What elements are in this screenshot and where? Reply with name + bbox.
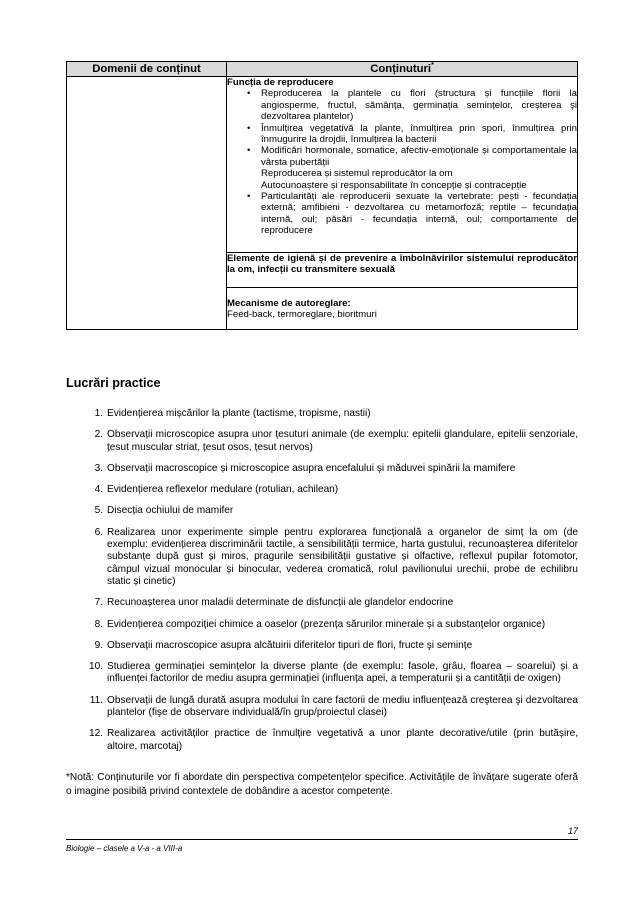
- item-text: Realizarea unor experimente simple pentru explorarea funcțională a organelor de simț la om (de exemplu: evidențierea discriminării tactile, a sensibilității termice, harta gustului, recunoașterea diferitelor substanțe după gust și miros, pragurile sensibilității gustative și olfactive, reflexul pupilar fotomotor, câmpul vizual monocular și binocular, vederea cromatică, rolul pavilionului urechii, probe de echilibru static și cinetic): [107, 526, 578, 587]
- section-title: Funcția de reproducere: [227, 77, 334, 88]
- footer-divider: [66, 839, 578, 840]
- section-body: Feed-back, termoreglare, bioritmuri: [227, 309, 377, 321]
- list-item: [66, 484, 578, 496]
- item-number: 6.: [94, 526, 103, 538]
- list-item: [66, 661, 578, 686]
- table-row: [67, 77, 578, 253]
- item-text: Evidențierea mișcărilor la plante (tactisme, tropisme, nastii): [107, 408, 371, 419]
- list-item: [66, 429, 578, 454]
- list-item: [66, 408, 578, 420]
- list-item: [66, 640, 578, 652]
- item-text: Observații microscopice asupra unor țesuturi animale (de exemplu: epitelii glandulare, epitelii senzoriale, țesut muscular striat, țesut osos, țesut nervos): [107, 429, 578, 453]
- bullet-item: [227, 123, 577, 146]
- bullet-item: [227, 191, 577, 237]
- item-number: 8.: [94, 618, 103, 630]
- item-number: 7.: [94, 597, 103, 609]
- bullet-dot-icon: •: [247, 145, 251, 157]
- footer-text: Biologie – clasele a V-a - a VIII-a: [66, 844, 183, 853]
- bullet-text: Particularități ale reproducerii sexuate la vertebrate: pești - fecundația externă; amfibieni - dezvoltarea cu metamorfoză; reptile – fecundația internă, oul; păsări - fecundația internă, oul; comportamente de reproducere: [261, 191, 577, 237]
- bullet-item: [227, 145, 577, 168]
- bullet-dot-icon: •: [247, 191, 251, 203]
- section-title: Mecanisme de autoreglare:: [227, 298, 351, 309]
- item-text: Observații macroscopice și microscopice asupra encefalului și măduvei spinării la mamifere: [107, 462, 516, 474]
- item-number: 9.: [94, 639, 103, 651]
- list-item: [66, 695, 578, 720]
- item-number: 3.: [94, 462, 103, 474]
- item-text: Disecția ochiului de mamifer: [107, 505, 234, 517]
- bullet-text: Modificări hormonale, somatice, afectiv-emoționale și comportamentale la vârsta pubertății: [261, 145, 577, 168]
- section-hygiene: [227, 253, 578, 288]
- practical-title: Lucrări practice: [66, 376, 161, 390]
- item-number: 10.: [88, 661, 103, 673]
- list-item: [66, 597, 578, 609]
- list-item: [66, 463, 578, 475]
- list-item: [66, 505, 578, 517]
- bullet-text: Reproducerea la plantele cu flori (structura și funcțiile florii la angiosperme, fructul, sămânța, germinația semințelor, creșterea și dezvoltarea plantelor): [261, 88, 577, 123]
- bullet-text: Înmulțirea vegetativă la plante, înmulțirea prin spori, înmulțirea prin înmugurire la drojdii, înmulțirea la bacterii: [261, 122, 577, 146]
- item-text: Evidențierea compoziției chimice a oaselor (prezența sărurilor minerale și a substanțelor organice): [107, 618, 546, 630]
- list-item: [66, 527, 578, 588]
- header-domains: Domenii de conținut: [67, 62, 227, 77]
- bullet-continuation: Autocunoaștere și responsabilitate în concepție și contracepție: [261, 179, 527, 191]
- item-text: Observații de lungă durată asupra modului în care factorii de mediu influențează creşterea şi dezvoltarea plantelor (fişe de observare individuală/în grup/proiectul clasei): [107, 694, 578, 719]
- practical-list: [66, 408, 578, 762]
- note-text: *Notă: Conținuturile vor fi abordate din perspectiva competențelor specifice. Activitățile de învățare sugerate oferă o imagine posibilă privind contextele de dobândire a acestor competențe.: [66, 772, 578, 797]
- content-table: [66, 61, 578, 330]
- section-title: Elemente de igienă și de prevenire a îmbolnăvirilor sistemului reproducător la om, infecții cu transmitere sexuală: [227, 253, 577, 276]
- item-text: Recunoașterea unor maladii determinate de disfuncții ale glandelor endocrine: [107, 597, 454, 609]
- item-number: 4.: [94, 484, 103, 496]
- bullet-item: [227, 88, 577, 122]
- domain-cell: [67, 77, 227, 330]
- item-text: Evidențierea reflexelor medulare (rotulian, achilean): [107, 484, 339, 496]
- asterisk-mark: *: [431, 62, 434, 70]
- bullet-dot-icon: •: [247, 88, 251, 100]
- bullet-list: [227, 88, 577, 236]
- bullet-continuation: Reproducerea și sistemul reproducător la om: [261, 168, 453, 180]
- item-text: Observații macroscopice asupra alcătuirii diferitelor tipuri de flori, fructe şi semințe: [107, 639, 473, 651]
- page-number: 17: [567, 826, 578, 836]
- item-number: 11.: [89, 694, 103, 706]
- table-header-row: [67, 62, 578, 77]
- item-number: 1.: [94, 408, 103, 419]
- bullet-dot-icon: •: [247, 122, 251, 134]
- item-text: Studierea germinației semințelor la diverse plante (de exemplu: fasole, grâu, floarea – soarelui) și a influenței factorilor de mediu asupra germinației (influența apei, a temperaturii și a cantității de oxigen): [107, 661, 578, 685]
- item-text: Realizarea activităților practice de înmulțire vegetativă a unor plante decorative/utile (prin butășire, altoire, marcotaj): [107, 728, 578, 752]
- section-self-regulation: [227, 288, 578, 330]
- header-contents: Conținuturi*: [227, 62, 578, 77]
- item-number: 5.: [94, 505, 103, 517]
- item-number: 2.: [94, 429, 103, 441]
- list-item: [66, 728, 578, 753]
- item-number: 12.: [88, 728, 103, 740]
- list-item: [66, 619, 578, 631]
- section-reproduction: [227, 77, 578, 253]
